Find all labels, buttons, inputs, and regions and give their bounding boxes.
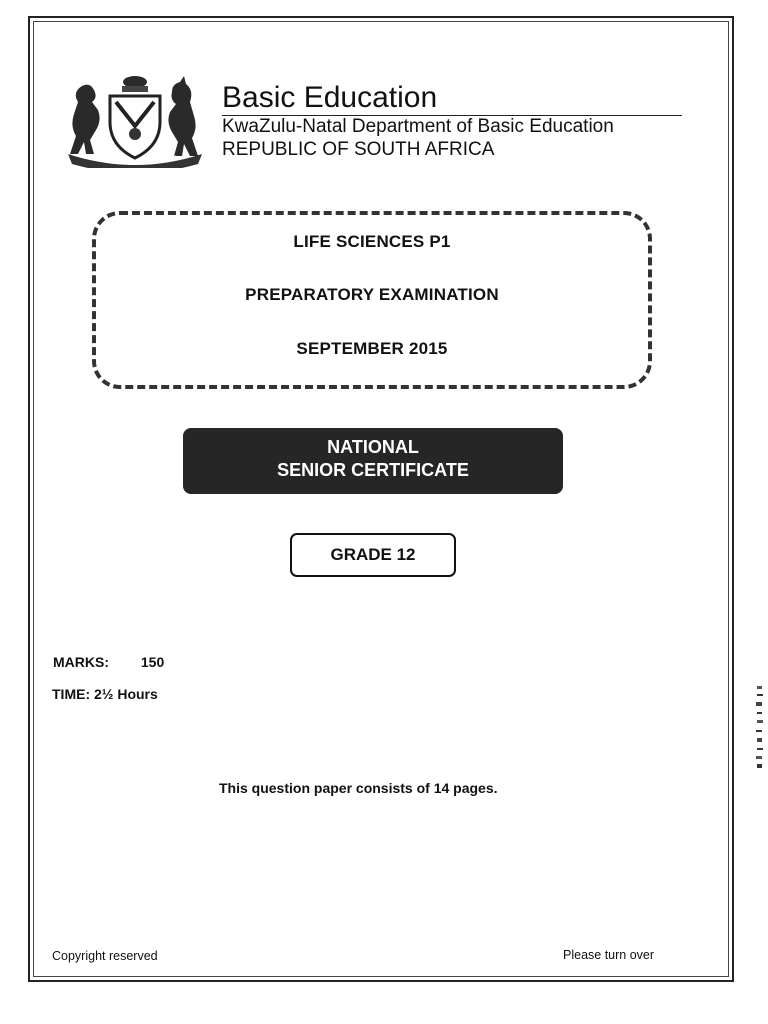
grade-label: GRADE 12 (290, 533, 456, 577)
department-name: KwaZulu-Natal Department of Basic Education (222, 116, 614, 137)
brand-title: Basic Education (222, 81, 438, 114)
certificate-banner (183, 428, 563, 494)
turn-over-footer: Please turn over (563, 948, 655, 962)
scanner-edge-marks (756, 686, 764, 770)
time-allowed: TIME: 2½ Hours (52, 686, 158, 702)
marks-value: 150 (140, 654, 165, 670)
copyright-footer: Copyright reserved (52, 949, 158, 963)
certificate-line-1: NATIONAL (327, 437, 419, 457)
page-count-note: This question paper consists of 14 pages. (219, 780, 498, 796)
exam-type: PREPARATORY EXAMINATION (245, 285, 499, 304)
country-name: REPUBLIC OF SOUTH AFRICA (222, 139, 495, 160)
coat-of-arms-logo (64, 72, 206, 168)
certificate-line-2: SENIOR CERTIFICATE (277, 460, 469, 480)
subject-title: LIFE SCIENCES P1 (293, 232, 451, 251)
marks-row (53, 654, 164, 670)
marks-label: MARKS: (53, 654, 109, 670)
exam-date: SEPTEMBER 2015 (296, 339, 448, 358)
